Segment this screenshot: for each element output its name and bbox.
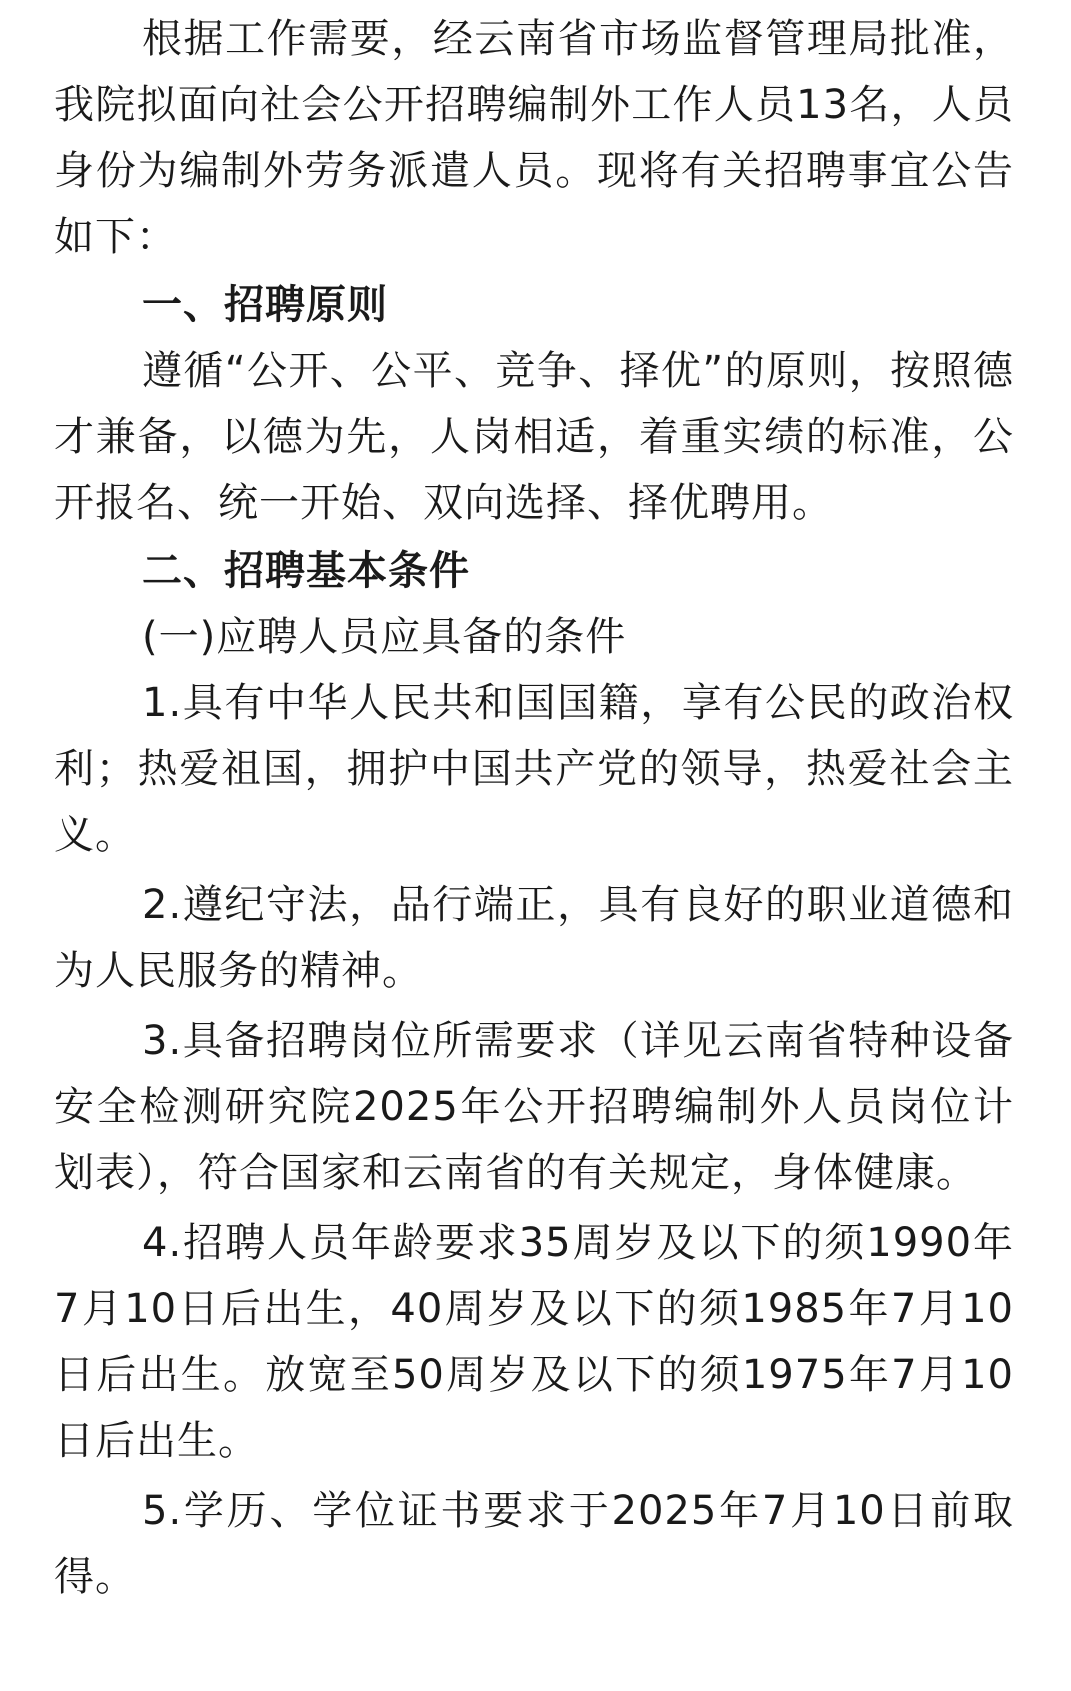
conditions-subheading: (一)应聘人员应具备的条件 [142, 614, 627, 660]
announcement-article [54, 6, 1014, 1610]
principles-paragraph: 遵循“公开、公平、竞争、择优”的原则，按照德才兼备，以德为先，人岗相适，着重实绩的标准，公开报名、统一开始、双向选择、择优聘用。 [54, 348, 1014, 526]
condition-item-4: 4.招聘人员年龄要求35周岁及以下的须1990年7月10日后出生，40周岁及以下的须1985年7月10日后出生。放宽至50周岁及以下的须1975年7月10日后出生。 [54, 1220, 1014, 1464]
condition-item-2: 2.遵纪守法，品行端正，具有良好的职业道德和为人民服务的精神。 [54, 882, 1014, 994]
section-heading-conditions: 二、招聘基本条件 [142, 548, 470, 594]
condition-item-3: 3.具备招聘岗位所需要求（详见云南省特种设备安全检测研究院2025年公开招聘编制外人员岗位计划表），符合国家和云南省的有关规定，身体健康。 [54, 1018, 1014, 1196]
section-heading-principles: 一、招聘原则 [142, 282, 388, 328]
intro-paragraph: 根据工作需要，经云南省市场监督管理局批准，我院拟面向社会公开招聘编制外工作人员13名，人员身份为编制外劳务派遣人员。现将有关招聘事宜公告如下： [54, 16, 1014, 260]
bottom-fade [0, 1661, 1071, 1691]
condition-item-5: 5.学历、学位证书要求于2025年7月10日前取得。 [54, 1488, 1014, 1600]
condition-item-1: 1.具有中华人民共和国国籍，享有公民的政治权利；热爱祖国，拥护中国共产党的领导，热爱社会主义。 [54, 680, 1014, 858]
